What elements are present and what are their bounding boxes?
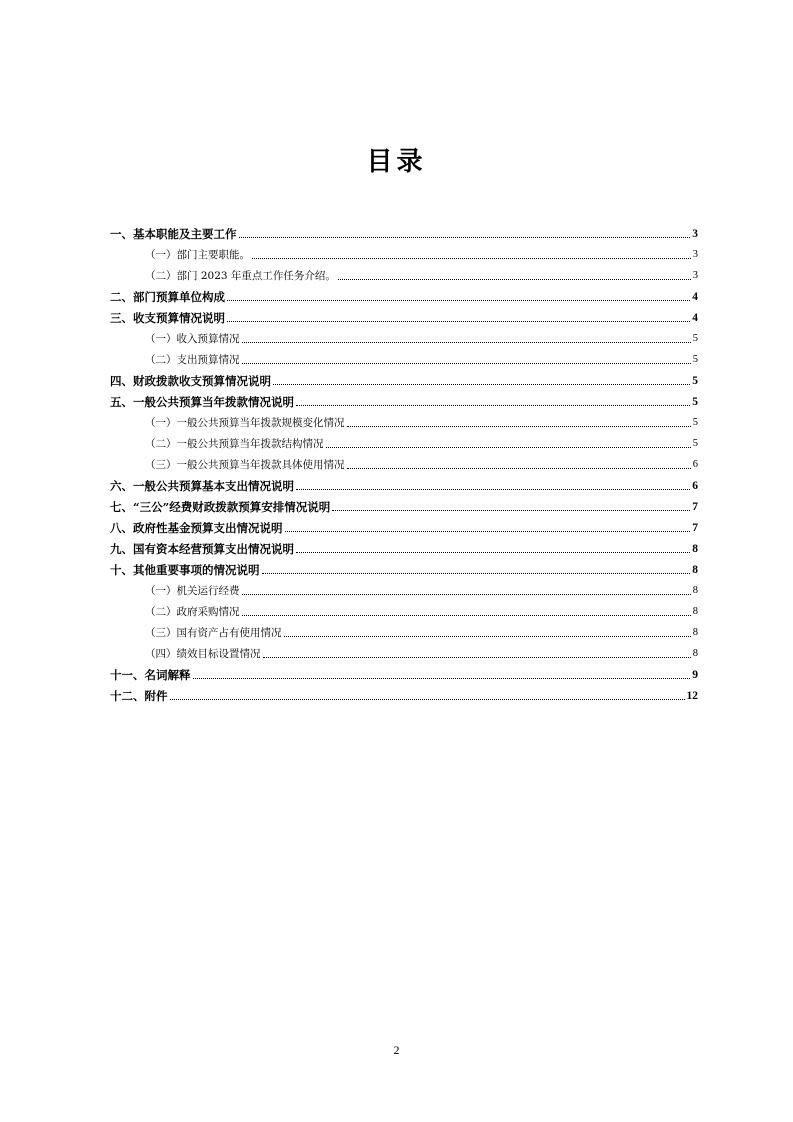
- toc-dot-leader: [332, 510, 690, 511]
- toc-entry[interactable]: [110, 368, 698, 389]
- toc-entry-page: 8: [692, 606, 698, 617]
- toc-dot-leader: [326, 447, 691, 448]
- toc-entry-page: 4: [692, 312, 698, 324]
- toc-entry[interactable]: [110, 536, 698, 557]
- toc-entry-label: （一）一般公共预算当年拨款规模变化情况: [145, 417, 345, 429]
- toc-entry-page: 8: [692, 564, 698, 576]
- toc-entry[interactable]: [110, 683, 698, 704]
- toc-dot-leader: [347, 468, 691, 469]
- toc-dot-leader: [273, 384, 690, 385]
- toc-dot-leader: [242, 615, 691, 616]
- toc-entry[interactable]: [110, 494, 698, 515]
- toc-dot-leader: [263, 657, 691, 658]
- toc-entry-label: 九、国有资本经营预算支出情况说明: [110, 542, 294, 556]
- toc-entry-label: 十一、名词解释: [110, 668, 191, 682]
- toc-entry-label: 十、其他重要事项的情况说明: [110, 563, 260, 577]
- toc-entry[interactable]: [110, 641, 698, 662]
- table-of-contents: [110, 221, 698, 704]
- toc-dot-leader: [239, 237, 691, 238]
- toc-dot-leader: [285, 531, 691, 532]
- toc-entry[interactable]: [110, 599, 698, 620]
- toc-dot-leader: [227, 321, 690, 322]
- toc-entry-label: 十二、附件: [110, 689, 168, 703]
- toc-entry-label: （一）收入预算情况: [145, 333, 240, 345]
- toc-entry[interactable]: [110, 242, 698, 263]
- toc-entry-page: 3: [692, 249, 698, 260]
- toc-dot-leader: [227, 300, 690, 301]
- toc-entry[interactable]: [110, 305, 698, 326]
- toc-entry-page: 5: [692, 396, 698, 408]
- toc-entry-page: 4: [692, 291, 698, 303]
- toc-dot-leader: [252, 258, 691, 259]
- toc-dot-leader: [296, 552, 690, 553]
- toc-entry-page: 3: [692, 228, 698, 240]
- toc-entry-label: 五、一般公共预算当年拨款情况说明: [110, 395, 294, 409]
- toc-entry-page: 12: [686, 690, 698, 702]
- toc-dot-leader: [296, 489, 690, 490]
- toc-entry-label: 六、一般公共预算基本支出情况说明: [110, 479, 294, 493]
- toc-entry[interactable]: [110, 578, 698, 599]
- toc-entry-label: （二）一般公共预算当年拨款结构情况: [145, 438, 324, 450]
- toc-entry[interactable]: [110, 326, 698, 347]
- toc-dot-leader: [170, 699, 685, 700]
- toc-dot-leader: [193, 678, 691, 679]
- toc-entry-label: 四、财政拨款收支预算情况说明: [110, 374, 271, 388]
- page-number: 2: [393, 1043, 400, 1057]
- toc-entry-label: （一）机关运行经费: [145, 585, 240, 597]
- toc-entry[interactable]: [110, 452, 698, 473]
- toc-entry-page: 8: [692, 585, 698, 596]
- toc-entry-page: 7: [692, 501, 698, 513]
- toc-entry-page: 8: [692, 627, 698, 638]
- toc-dot-leader: [284, 636, 691, 637]
- toc-entry-page: 5: [692, 354, 698, 365]
- toc-entry[interactable]: [110, 347, 698, 368]
- toc-entry[interactable]: [110, 431, 698, 452]
- toc-entry[interactable]: [110, 662, 698, 683]
- toc-entry-page: 5: [692, 333, 698, 344]
- toc-entry-label: （二）部门 2023 年重点工作任务介绍。: [145, 270, 336, 282]
- toc-entry-label: 七、“三公”经费财政拨款预算安排情况说明: [110, 500, 331, 514]
- toc-entry-label: （三）一般公共预算当年拨款具体使用情况: [145, 459, 345, 471]
- toc-entry-label: 二、部门预算单位构成: [110, 290, 225, 304]
- toc-entry[interactable]: [110, 389, 698, 410]
- toc-entry-label: （四）绩效目标设置情况: [145, 648, 261, 660]
- toc-entry-page: 7: [692, 522, 698, 534]
- toc-entry-page: 6: [692, 480, 698, 492]
- toc-dot-leader: [338, 279, 691, 280]
- toc-entry[interactable]: [110, 515, 698, 536]
- toc-entry-page: 5: [692, 438, 698, 449]
- toc-entry-page: 5: [692, 375, 698, 387]
- toc-entry-page: 8: [692, 648, 698, 659]
- toc-entry-page: 5: [692, 417, 698, 428]
- toc-dot-leader: [262, 573, 691, 574]
- page-title: 目录: [366, 147, 427, 177]
- toc-entry[interactable]: [110, 410, 698, 431]
- toc-entry-label: （一）部门主要职能。: [145, 249, 250, 261]
- toc-entry-label: 一、基本职能及主要工作: [110, 227, 237, 241]
- toc-entry[interactable]: [110, 221, 698, 242]
- toc-entry-label: （三）国有资产占有使用情况: [145, 627, 282, 639]
- toc-entry-label: （二）政府采购情况: [145, 606, 240, 618]
- toc-entry[interactable]: [110, 284, 698, 305]
- toc-dot-leader: [242, 594, 691, 595]
- toc-dot-leader: [347, 426, 691, 427]
- toc-entry[interactable]: [110, 263, 698, 284]
- toc-entry[interactable]: [110, 620, 698, 641]
- toc-entry-page: 3: [692, 270, 698, 281]
- toc-entry-page: 8: [692, 543, 698, 555]
- toc-dot-leader: [242, 363, 691, 364]
- toc-entry-label: 八、政府性基金预算支出情况说明: [110, 521, 283, 535]
- toc-entry-label: （二）支出预算情况: [145, 354, 240, 366]
- toc-entry-label: 三、收支预算情况说明: [110, 311, 225, 325]
- toc-entry[interactable]: [110, 473, 698, 494]
- toc-entry-page: 9: [692, 669, 698, 681]
- toc-dot-leader: [296, 405, 690, 406]
- toc-dot-leader: [242, 342, 691, 343]
- toc-entry-page: 6: [692, 459, 698, 470]
- toc-entry[interactable]: [110, 557, 698, 578]
